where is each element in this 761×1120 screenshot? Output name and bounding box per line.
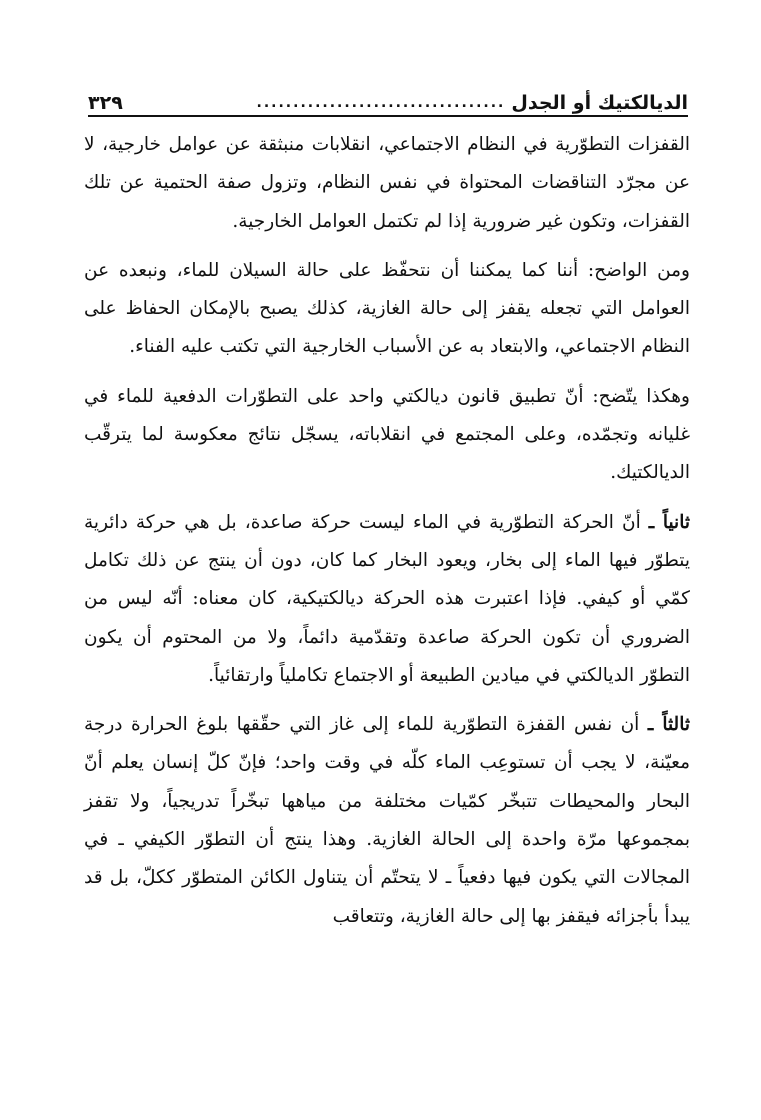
running-header: [88, 82, 688, 114]
paragraph-text: ومن الواضح: أننا كما يمكننا أن نتحفّظ على حالة السيلان للماء، ونبعده عن العوامل التي تجعله يقفز إلى حالة الغازية، كذلك يصبح بالإمكان الحفاظ على النظام الاجتماعي، والابتعاد به عن الأسباب الخارجية التي تكتب عليه الفناء.: [84, 259, 690, 358]
paragraph-lead: ثالثاً ـ: [647, 714, 690, 736]
paragraph-text: أنّ الحركة التطوّرية في الماء ليست حركة صاعدة، بل هي حركة دائرية يتطوّر فيها الماء إلى بخار، ويعود البخار كما كان، دون أن ينتج عن ذلك تكامل كمّي أو كيفي. فإذا اعتبرت هذه الحركة ديالكتيكية، كان معناه: أنّه ليس من الضروري أن تكون الحركة صاعدة وتقدّمية دائماً، ولا من المحتوم أن يكون التطوّر الديالكتي في ميادين الطبيعة أو الاجتماع تكاملياً وارتقائياً.: [84, 511, 690, 686]
paragraph: [84, 504, 690, 695]
paragraph-lead: ثانياً ـ: [648, 511, 690, 533]
paragraph-text: أن نفس القفزة التطوّرية للماء إلى غاز التي حقّقها بلوغ الحرارة درجة معيّنة، لا يجب أن تستوعِب الماء كلّه في وقت واحد؛ فإنّ كلّ إنسان يعلم أنّ البحار والمحيطات تتبخّر كمّيات مختلفة من مياهها تبخّراً تدريجياً، ولا تقفز بمجموعها مرّة واحدة إلى الحالة الغازية. وهذا ينتج أن التطوّر الكيفي ـ في المجالات التي يكون فيها دفعياً ـ لا يتحتّم أن يتناول الكائن المتطوّر ككلّ، بل قد يبدأ بأجزائه فيقفز بها إلى حالة الغازية، وتتعاقب: [84, 714, 690, 927]
paragraph: [84, 252, 690, 367]
paragraph: [84, 126, 690, 241]
paragraph-text: وهكذا يتّضح: أنّ تطبيق قانون ديالكتي واحد على التطوّرات الدفعية للماء في غليانه وتجمّده، وعلى المجتمع في انقلاباته، يسجّل نتائج معكوسة لما يترقّب الديالكتيك.: [84, 385, 690, 484]
paragraph: [84, 706, 690, 936]
leader-dots: ..................................: [256, 96, 506, 110]
paragraph: [84, 378, 690, 493]
paragraph-text: القفزات التطوّرية في النظام الاجتماعي، انقلابات منبثقة عن عوامل خارجية، لا عن مجرّد التناقضات المحتواة في نفس النظام، وتزول صفة الحتمية عن تلك القفزات، وتكون غير ضرورية إذا لم تكتمل العوامل الخارجية.: [84, 134, 690, 232]
running-title: الديالكتيك أو الجدل: [511, 92, 688, 114]
header-divider: [88, 115, 688, 117]
page-number: ٣٢٩: [88, 92, 123, 114]
body-text: [84, 126, 690, 947]
